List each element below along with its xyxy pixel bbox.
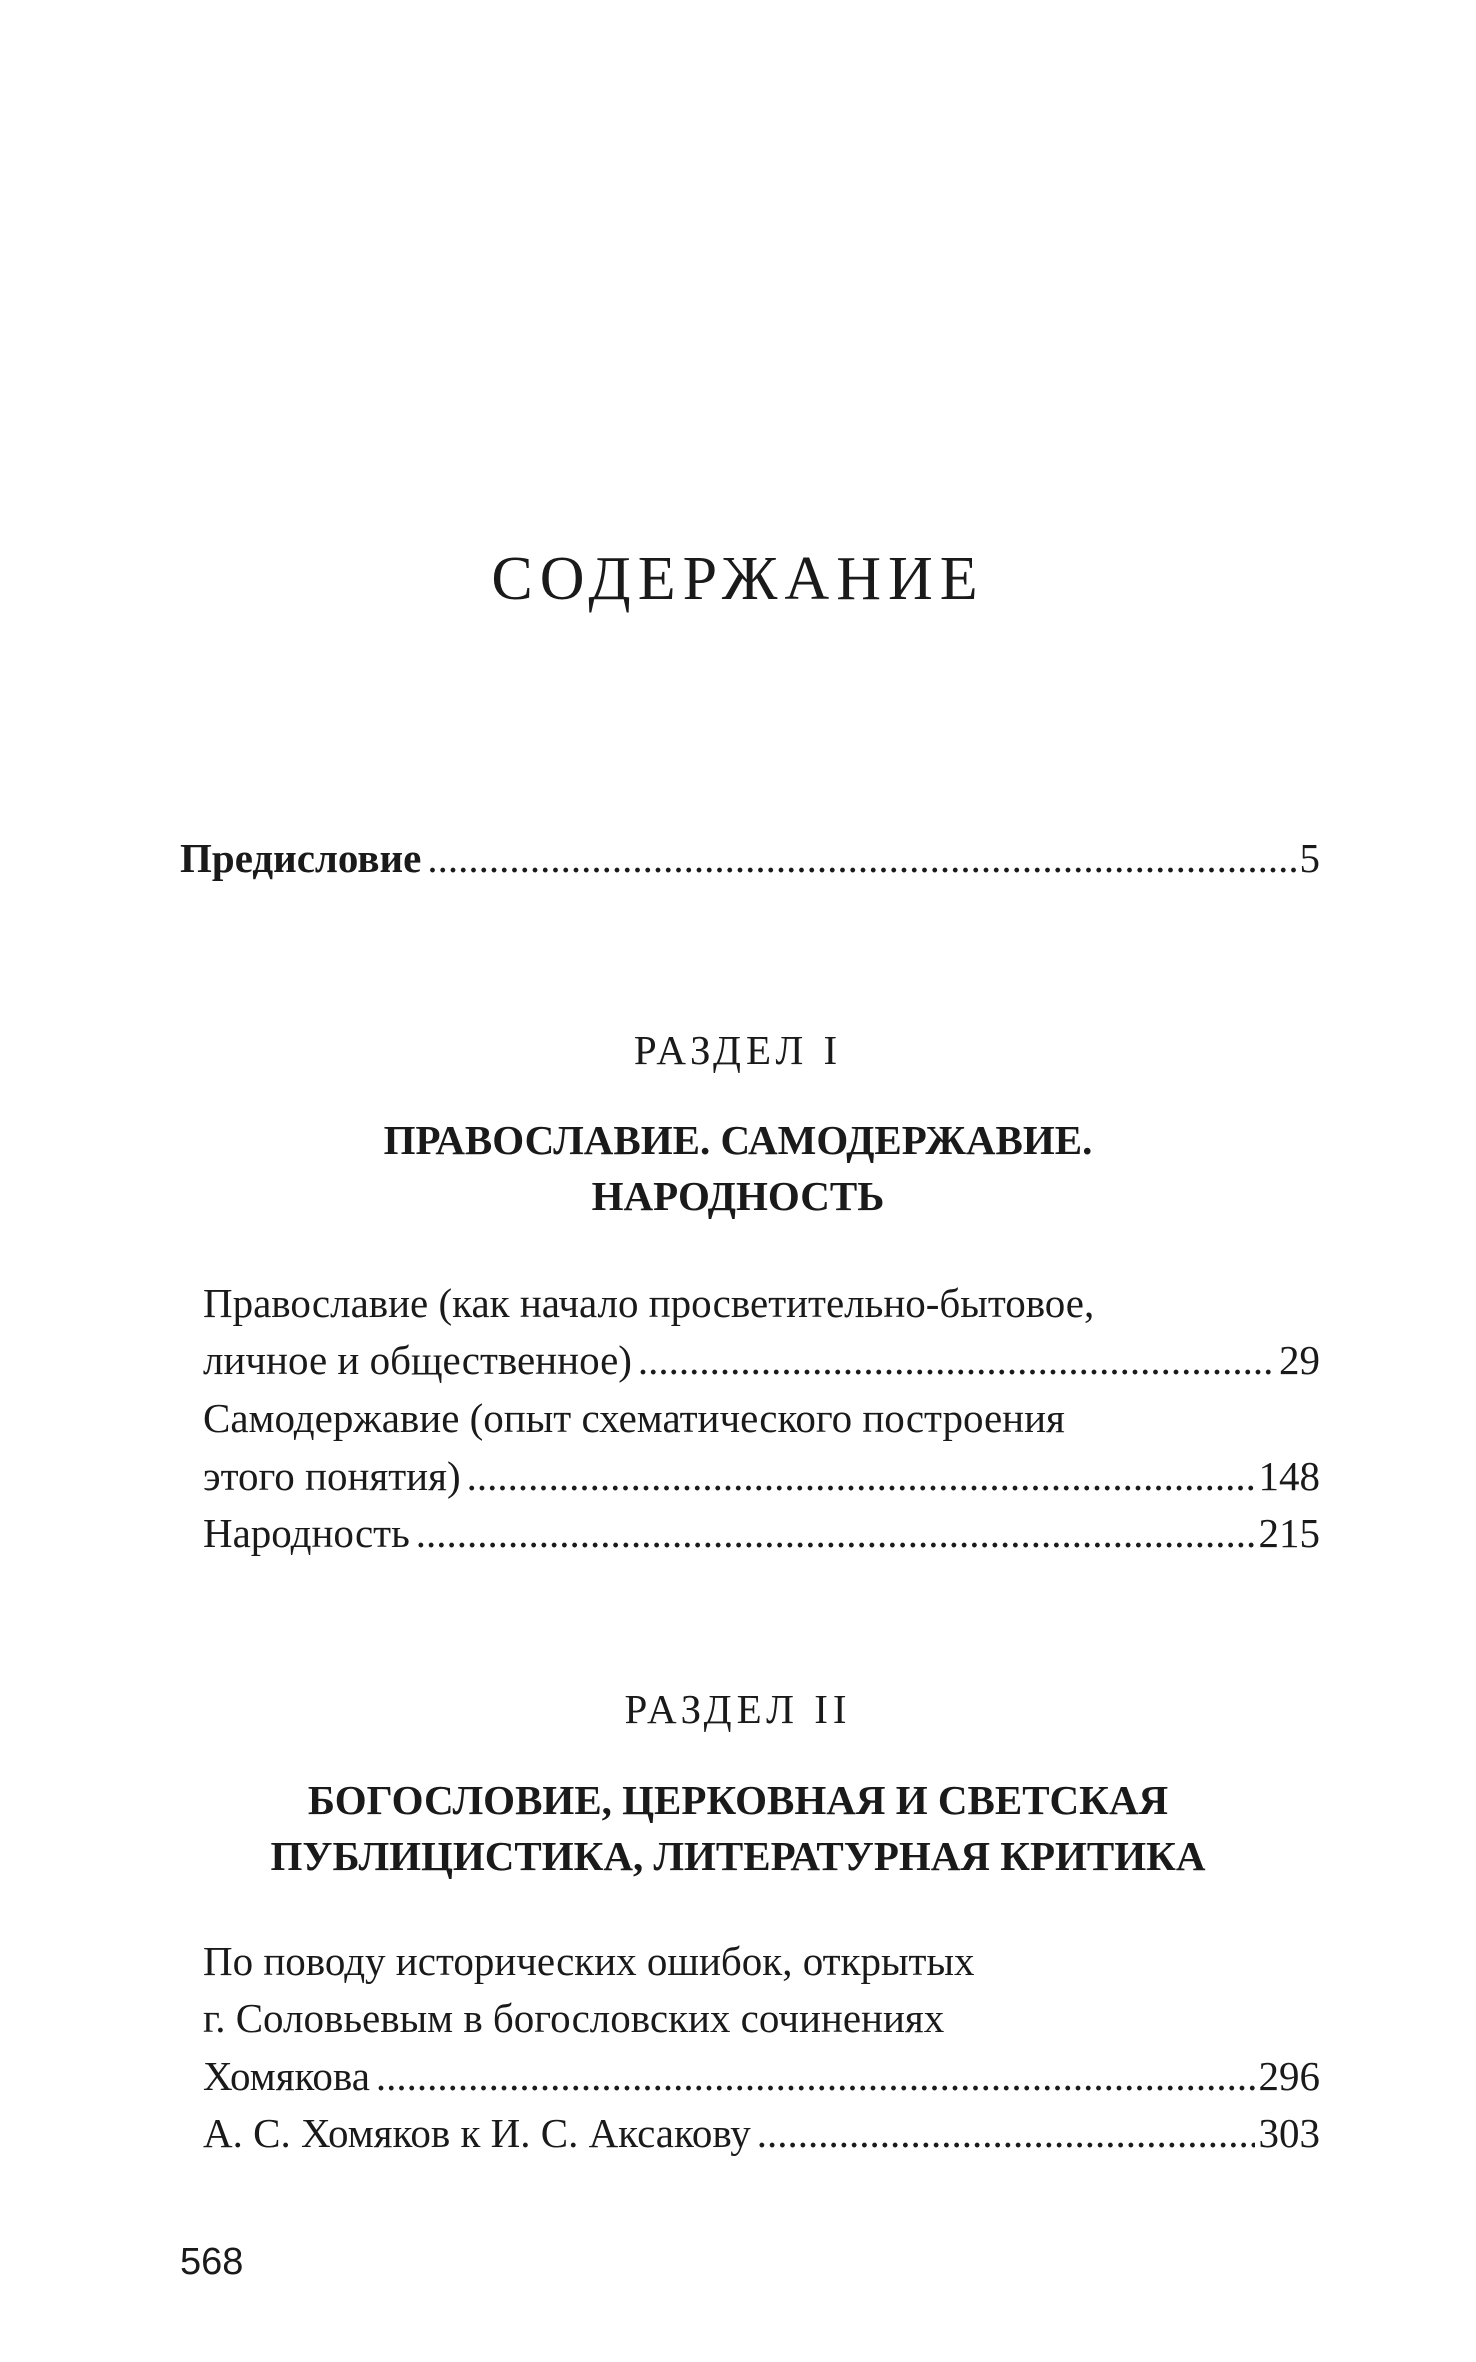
section-title-line: НАРОДНОСТЬ [591, 1173, 885, 1219]
dot-leader [757, 2113, 1255, 2154]
toc-entry-khomyakov-letter[interactable] [203, 2110, 1320, 2156]
toc-entry-text: Православие (как начало просветительно-бытовое, [203, 1280, 1095, 1326]
toc-entry-autocracy[interactable] [203, 1453, 1320, 1499]
section-heading-2: РАЗДЕЛ II [624, 1686, 852, 1732]
section-heading-1: РАЗДЕЛ I [633, 1027, 843, 1073]
toc-entry-label: этого понятия) [203, 1453, 461, 1499]
toc-entry-historical-errors[interactable] [203, 2053, 1320, 2099]
toc-entry-nationality[interactable] [203, 1510, 1320, 1556]
page-title: СОДЕРЖАНИЕ [491, 545, 985, 613]
dot-leader [638, 1340, 1275, 1381]
toc-entry-preface[interactable] [180, 835, 1320, 881]
section-title-line: ПУБЛИЦИСТИКА, ЛИТЕРАТУРНАЯ КРИТИКА [270, 1833, 1206, 1879]
toc-entry-label: Хомякова [203, 2053, 370, 2099]
section-title-line: БОГОСЛОВИЕ, ЦЕРКОВНАЯ И СВЕТСКАЯ [307, 1777, 1169, 1823]
section-title-line: ПРАВОСЛАВИЕ. САМОДЕРЖАВИЕ. [383, 1117, 1093, 1163]
dot-leader [467, 1456, 1255, 1497]
toc-entry-page: 215 [1258, 1510, 1320, 1556]
toc-entry-page: 303 [1258, 2110, 1320, 2156]
toc-entry-text: г. Соловьевым в богословских сочинениях [203, 1995, 945, 2041]
toc-entry-label: А. С. Хомяков к И. С. Аксакову [203, 2110, 751, 2156]
toc-entry-page: 29 [1279, 1337, 1320, 1383]
toc-entry-label: личное и общественное) [203, 1337, 632, 1383]
toc-entry-page: 296 [1258, 2053, 1320, 2099]
dot-leader [427, 838, 1295, 879]
toc-entry-page: 148 [1258, 1453, 1320, 1499]
page-number: 568 [180, 2241, 244, 2283]
toc-entry-orthodoxy[interactable] [203, 1337, 1320, 1383]
toc-entry-label: Народность [203, 1510, 410, 1556]
toc-entry-text: По поводу исторических ошибок, открытых [203, 1938, 975, 1984]
toc-entry-text: Самодержавие (опыт схематического построения [203, 1395, 1065, 1441]
dot-leader [376, 2056, 1255, 2097]
section-title-1 [0, 1112, 1476, 1224]
dot-leader [416, 1513, 1255, 1554]
toc-entry-label: Предисловие [180, 835, 422, 881]
toc-entry-page: 5 [1299, 835, 1320, 881]
section-title-2 [0, 1772, 1476, 1884]
